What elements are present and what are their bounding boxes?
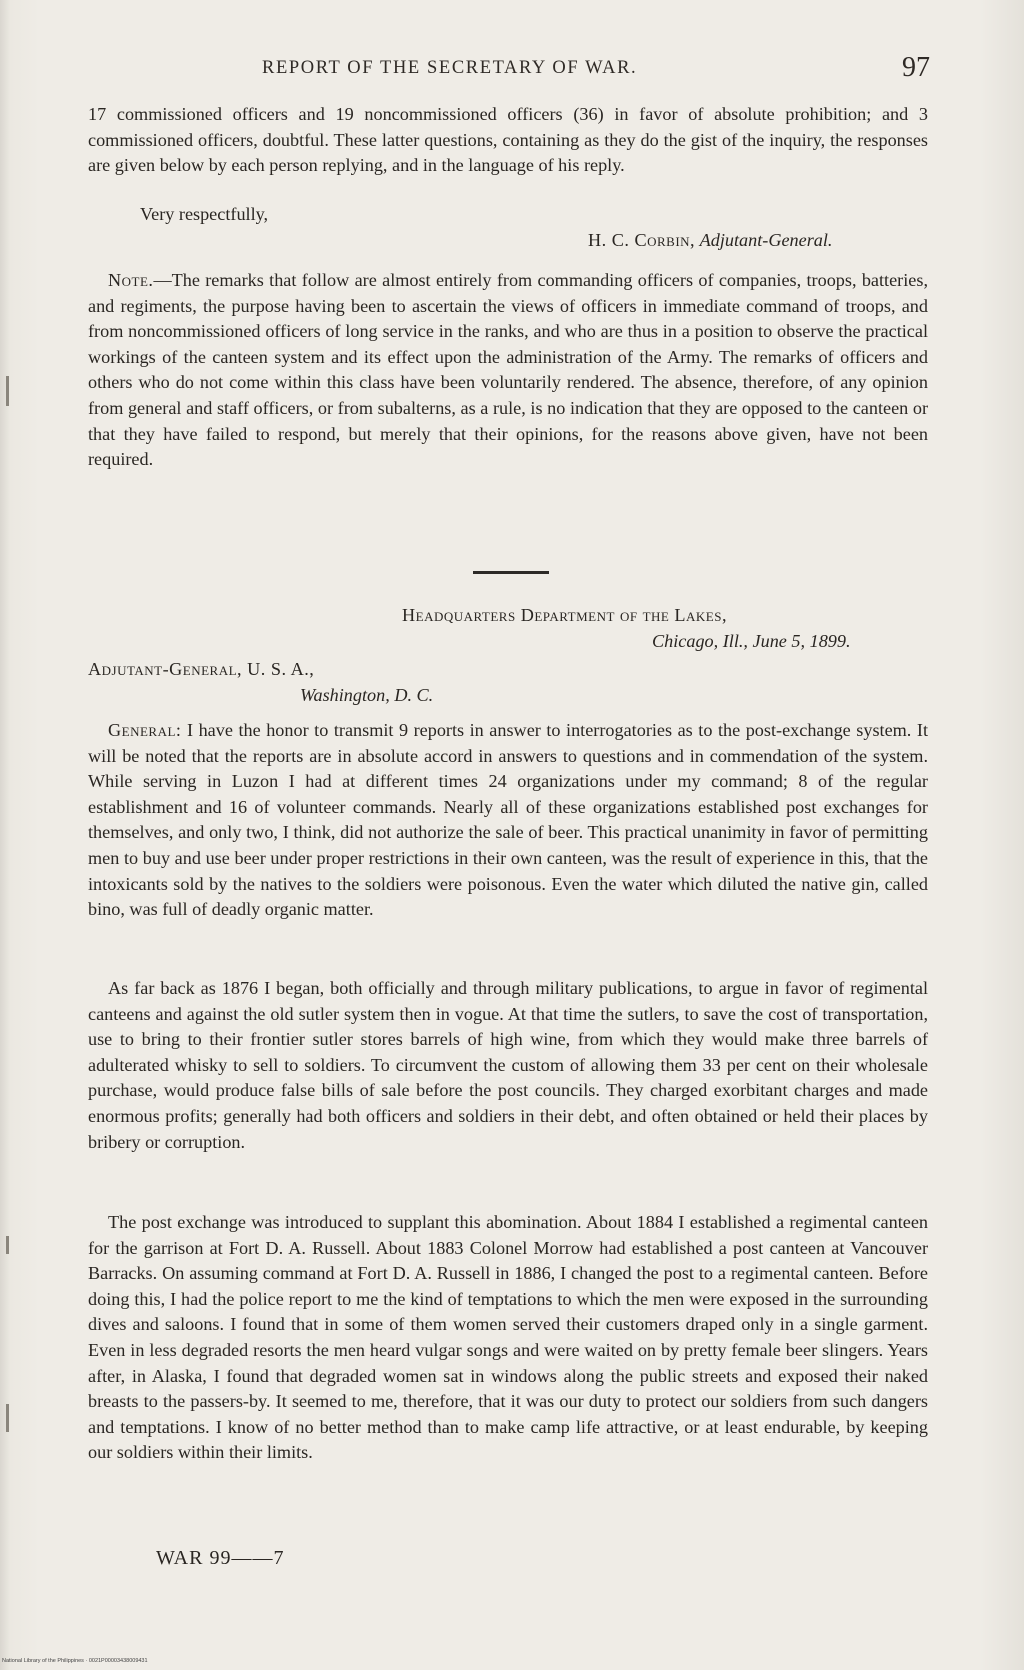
note-label: Note. <box>108 270 154 290</box>
letter-heading: Headquarters Department of the Lakes, <box>402 605 728 625</box>
signature <box>588 230 832 251</box>
section-divider <box>473 571 549 574</box>
binding-mark <box>6 1404 9 1432</box>
library-stamp: National Library of the Philippines · 0021P00003438009431 <box>2 1658 148 1664</box>
place-date: Chicago, Ill., June 5, 1899. <box>652 631 851 651</box>
paragraph-1-text: I have the honor to transmit 9 reports in answer to interrogatories as to the post-exchange system. It will be noted that the reports are in absolute accord in answers to questions and in commendation of the system. While serving in Luzon I had at different times 24 organizations under my command; 8 of the regular establishment and 16 of volunteer commands. Nearly all of these organizations established post exchanges for themselves, and only two, I think, did not authorize the sale of beer. This practical unanimity in favor of permitting men to buy and use beer under proper restrictions in their own canteen, was the result of experience in this, that the intoxicants sold by the natives to the soldiers were poisonous. Even the water which diluted the native gin, called bino, was full of deadly organic matter. <box>88 720 928 920</box>
signature-title: Adjutant-General. <box>699 230 833 250</box>
closing: Very respectfully, <box>140 204 269 224</box>
salutation: General: <box>108 720 182 740</box>
binding-mark <box>6 1236 9 1254</box>
paragraph-continuation: 17 commissioned officers and 19 noncommissioned officers (36) in favor of absolute prohibition; and 3 commissioned officers, doubtful. These latter questions, containing as they do the gist of the inquiry, the responses are given below by each person replying, and in the language of his reply. <box>88 104 928 176</box>
addressee-place: Washington, D. C. <box>300 685 434 705</box>
note-paragraph <box>88 268 928 473</box>
page-number: 97 <box>902 52 930 83</box>
letter-paragraph-2: As far back as 1876 I began, both officially and through military publications, to argue in favor of regimental canteens and against the old sutler system then in vogue. At that time the sutlers, to save the cost of transportation, use to bring to their frontier sutler stores barrels of high wine, from which they would make three barrels of adulterated whisky to sell to soldiers. To circumvent the custom of allowing them 33 per cent on their wholesale purchase, would produce false bills of sale before the post councils. They charged exorbitant charges and made enormous profits; generally had both officers and soldiers in their debt, and often obtained or held their places by bribery or corruption. <box>88 978 928 1152</box>
letter-paragraph-1 <box>88 718 928 923</box>
page-header <box>90 52 932 86</box>
signature-name: H. C. Corbin, <box>588 230 696 250</box>
running-head: REPORT OF THE SECRETARY OF WAR. <box>262 58 638 78</box>
addressee: Adjutant-General, U. S. A., <box>88 659 315 679</box>
binding-mark <box>6 376 9 406</box>
signature-mark: WAR 99——7 <box>156 1547 285 1569</box>
letter-paragraph-3: The post exchange was introduced to supplant this abomination. About 1884 I established a regimental canteen for the garrison at Fort D. A. Russell. About 1883 Colonel Morrow had established a post canteen at Vancouver Barracks. On assuming command at Fort D. A. Russell in 1886, I changed the post to a regimental canteen. Before doing this, I had the police report to me the kind of temptations to which the men were exposed in the surrounding dives and saloons. I found that in some of them women served their customers draped only in a single garment. Even in less degraded resorts the men heard vulgar songs and were waited on by pretty female beer slingers. Years after, in Alaska, I found that degraded women sat in windows along the public streets and exposed their naked breasts to the passers-by. It seemed to me, therefore, that it was our duty to protect our soldiers from such dangers and temptations. I know of no better method than to make camp life attractive, or at least endurable, by keeping our soldiers within their limits. <box>88 1212 928 1463</box>
note-text: —The remarks that follow are almost entirely from commanding officers of companies, troops, batteries, and regiments, the purpose having been to ascertain the views of officers in immediate command of troops, and from noncommissioned officers of long service in the ranks, and who are thus in a position to observe the practical workings of the canteen system and its effect upon the administration of the Army. The remarks of officers and others who do not come within this class have been voluntarily rendered. The absence, therefore, of any opinion from general and staff officers, or from subalterns, as a rule, is no indication that they are opposed to the canteen or that they have failed to respond, but merely that their opinions, for the reasons above given, have not been required. <box>88 270 928 470</box>
